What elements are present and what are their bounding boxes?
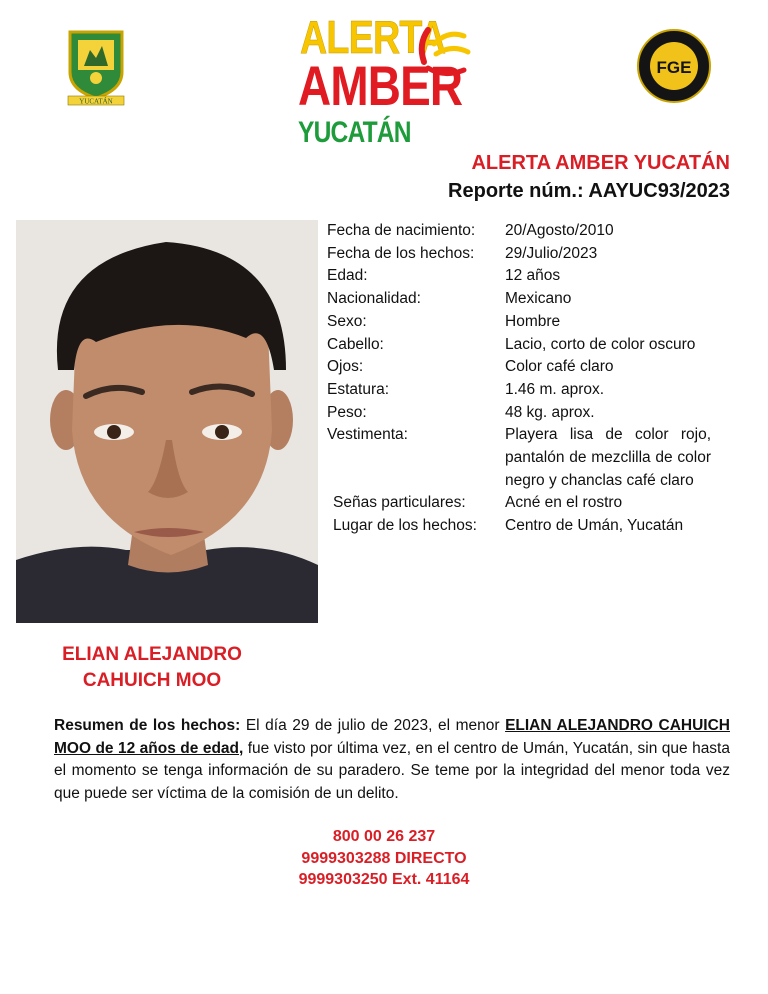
phone-toll-free: 800 00 26 237 bbox=[332, 828, 436, 845]
detail-value: Lacio, corto de color oscuro bbox=[505, 335, 696, 353]
yucatan-logo-text: YUCATÁN bbox=[79, 97, 113, 106]
detail-value: Acné en el rostro bbox=[505, 494, 623, 512]
detail-value: 20/Agosto/2010 bbox=[505, 222, 614, 239]
details-table bbox=[327, 220, 711, 538]
detail-row-eyes bbox=[327, 356, 711, 379]
phone-direct: 9999303288 DIRECTO bbox=[301, 849, 467, 867]
alert-title: ALERTA AMBER YUCATÁN bbox=[471, 152, 730, 174]
yucatan-coat-of-arms-logo bbox=[66, 28, 126, 106]
detail-row-nationality bbox=[327, 288, 711, 311]
missing-person-name bbox=[54, 642, 250, 694]
detail-value: Centro de Umán, Yucatán bbox=[505, 517, 684, 535]
detail-label: Sexo: bbox=[327, 312, 367, 330]
summary-paragraph bbox=[54, 715, 730, 805]
summary-label: Resumen de los hechos: bbox=[54, 717, 241, 734]
detail-label: Peso: bbox=[327, 403, 367, 421]
detail-value: Hombre bbox=[505, 312, 561, 330]
amber-logo-word-amber: AMBER bbox=[298, 54, 463, 117]
name-line-2: CAHUICH MOO bbox=[82, 670, 222, 691]
fge-seal-logo bbox=[636, 28, 712, 104]
detail-row-location bbox=[327, 515, 711, 538]
detail-value: 12 años bbox=[505, 267, 561, 285]
detail-label: Fecha de nacimiento: bbox=[327, 222, 476, 239]
detail-label: Lugar de los hechos: bbox=[333, 517, 477, 535]
detail-label: Estatura: bbox=[327, 380, 390, 398]
detail-row-event-date bbox=[327, 243, 711, 266]
summary-highlight: ELIAN ALEJANDRO CAHUICH MOO de 12 años de edad, bbox=[54, 717, 730, 757]
alerta-amber-logo bbox=[296, 11, 472, 149]
detail-label: Nacionalidad: bbox=[327, 290, 421, 308]
detail-value: 48 kg. aprox. bbox=[505, 403, 595, 421]
report-number: Reporte núm.: AAYUC93/2023 bbox=[448, 180, 730, 202]
name-line-1: ELIAN ALEJANDRO bbox=[62, 644, 242, 665]
summary-text-part1: El día 29 de julio de 2023, el menor bbox=[240, 717, 506, 734]
detail-value: Playera lisa de color rojo, pantalón de mezclilla de color negro y chanclas café claro bbox=[505, 426, 711, 489]
amber-logo-word-yucatan: YUCATÁN bbox=[298, 116, 411, 149]
detail-value: Mexicano bbox=[505, 290, 572, 308]
detail-row-age bbox=[327, 265, 711, 288]
missing-child-photo bbox=[16, 220, 318, 623]
detail-label: Señas particulares: bbox=[333, 494, 466, 512]
fge-logo-text: FGE bbox=[656, 58, 692, 77]
detail-label: Fecha de los hechos: bbox=[327, 244, 475, 262]
detail-row-weight bbox=[327, 402, 711, 425]
detail-row-marks bbox=[327, 492, 711, 515]
detail-label: Ojos: bbox=[327, 358, 364, 376]
siren-waves-icon bbox=[414, 22, 472, 82]
detail-row-birthdate bbox=[327, 220, 711, 243]
detail-row-hair bbox=[327, 334, 711, 357]
detail-value: Color café claro bbox=[505, 358, 614, 376]
detail-row-sex bbox=[327, 311, 711, 334]
detail-label: Edad: bbox=[327, 267, 368, 285]
amber-logo-word-alerta: ALERTA bbox=[300, 11, 446, 63]
detail-value: 1.46 m. aprox. bbox=[505, 380, 605, 398]
detail-row-clothing bbox=[327, 424, 711, 492]
detail-row-height bbox=[327, 379, 711, 402]
summary-text-part2: fue visto por última vez, en el centro de Umán, Yucatán, sin que hasta el momento se tenga información de su paradero. Se teme por la integridad del menor toda vez que puede ser víctima de la comisión de un delito. bbox=[54, 739, 730, 802]
detail-label: Vestimenta: bbox=[327, 426, 408, 444]
phone-extension: 9999303250 Ext. 41164 bbox=[298, 871, 470, 888]
detail-value: 29/Julio/2023 bbox=[505, 244, 598, 262]
contact-phones bbox=[0, 826, 768, 891]
detail-label: Cabello: bbox=[327, 335, 384, 353]
